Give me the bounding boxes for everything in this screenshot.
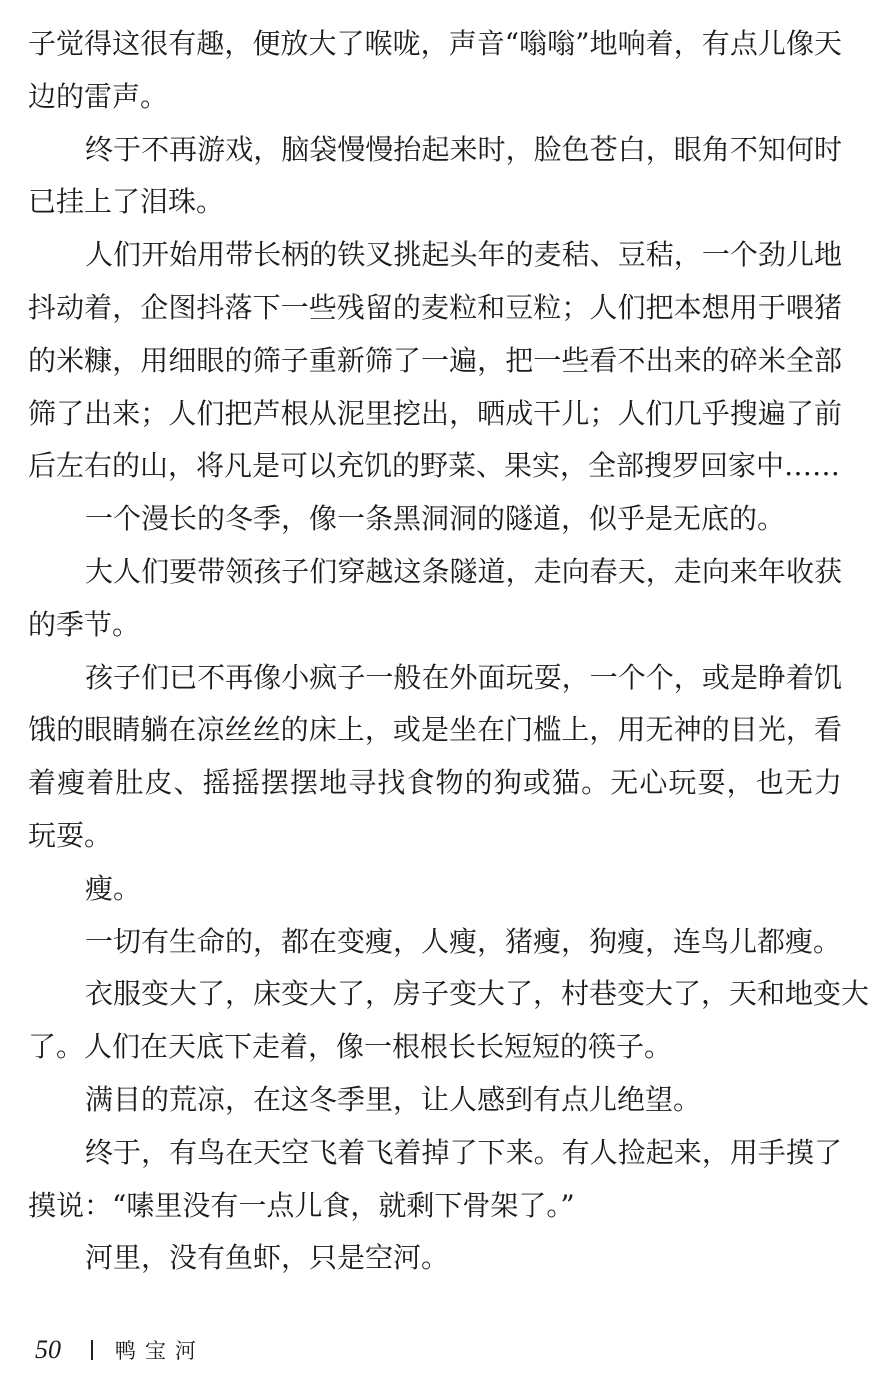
paragraph bbox=[28, 493, 842, 546]
text-line: 玩耍。 bbox=[28, 818, 113, 852]
text-line: 的米糠，用细眼的筛子重新筛了一遍，把一些看不出来的碎米全部 bbox=[28, 343, 842, 377]
text-line: 一切有生命的，都在变瘦，人瘦，猪瘦，狗瘦，连鸟儿都瘦。 bbox=[85, 924, 842, 958]
paragraph bbox=[28, 229, 842, 493]
text-line: 抖动着，企图抖落下一些残留的麦粒和豆粒；人们把本想用于喂猪 bbox=[28, 290, 842, 324]
text-line: 河里，没有鱼虾，只是空河。 bbox=[85, 1241, 450, 1275]
book-title: 鸭宝河 bbox=[115, 1339, 205, 1363]
paragraph bbox=[28, 1232, 842, 1285]
text-line: 孩子们已不再像小疯子一般在外面玩耍，一个个，或是睁着饥 bbox=[85, 660, 842, 694]
paragraph bbox=[28, 863, 842, 916]
page-body bbox=[28, 18, 870, 1285]
text-line: 的季节。 bbox=[28, 607, 141, 641]
paragraph bbox=[28, 18, 842, 124]
paragraph bbox=[28, 1127, 842, 1233]
paragraph bbox=[28, 546, 842, 652]
text-line: 衣服变大了，床变大了，房子变大了，村巷变大了，天和地变大 bbox=[85, 977, 870, 1011]
text-line: 大人们要带领孩子们穿越这条隧道，走向春天，走向来年收获 bbox=[85, 554, 842, 588]
page-footer bbox=[35, 1330, 205, 1370]
text-line: 终于不再游戏，脑袋慢慢抬起来时，脸色苍白，眼角不知何时 bbox=[85, 132, 842, 166]
footer-divider bbox=[91, 1340, 93, 1360]
paragraph bbox=[28, 916, 842, 969]
page-number: 50 bbox=[35, 1335, 61, 1364]
text-line: 终于，有鸟在天空飞着飞着掉了下来。有人捡起来，用手摸了 bbox=[85, 1135, 842, 1169]
text-line: 了。人们在天底下走着，像一根根长长短短的筷子。 bbox=[28, 1030, 673, 1064]
paragraph bbox=[28, 968, 870, 1074]
text-line: 一个漫长的冬季，像一条黑洞洞的隧道，似乎是无底的。 bbox=[85, 502, 786, 536]
text-line: 边的雷声。 bbox=[28, 79, 169, 113]
text-line: 后左右的山，将凡是可以充饥的野菜、果实，全部搜罗回家中…… bbox=[28, 449, 841, 483]
text-line: 着瘦着肚皮、摇摇摆摆地寻找食物的狗或猫。无心玩耍，也无力 bbox=[28, 766, 842, 800]
paragraph bbox=[28, 1074, 842, 1127]
text-line: 饿的眼睛躺在凉丝丝的床上，或是坐在门槛上，用无神的目光，看 bbox=[28, 713, 842, 747]
text-line: 人们开始用带长柄的铁叉挑起头年的麦秸、豆秸，一个劲儿地 bbox=[85, 238, 842, 272]
paragraph bbox=[28, 124, 842, 230]
text-line: 满目的荒凉，在这冬季里，让人感到有点儿绝望。 bbox=[85, 1082, 702, 1116]
text-line: 摸说：“嗉里没有一点儿食，就剩下骨架了。” bbox=[28, 1188, 575, 1222]
text-line: 瘦。 bbox=[85, 871, 142, 905]
text-line: 已挂上了泪珠。 bbox=[28, 185, 225, 219]
paragraph bbox=[28, 652, 842, 863]
text-line: 筛了出来；人们把芦根从泥里挖出，晒成干儿；人们几乎搜遍了前 bbox=[28, 396, 842, 430]
text-line: 子觉得这很有趣，便放大了喉咙，声音“嗡嗡”地响着，有点儿像天 bbox=[28, 27, 842, 60]
